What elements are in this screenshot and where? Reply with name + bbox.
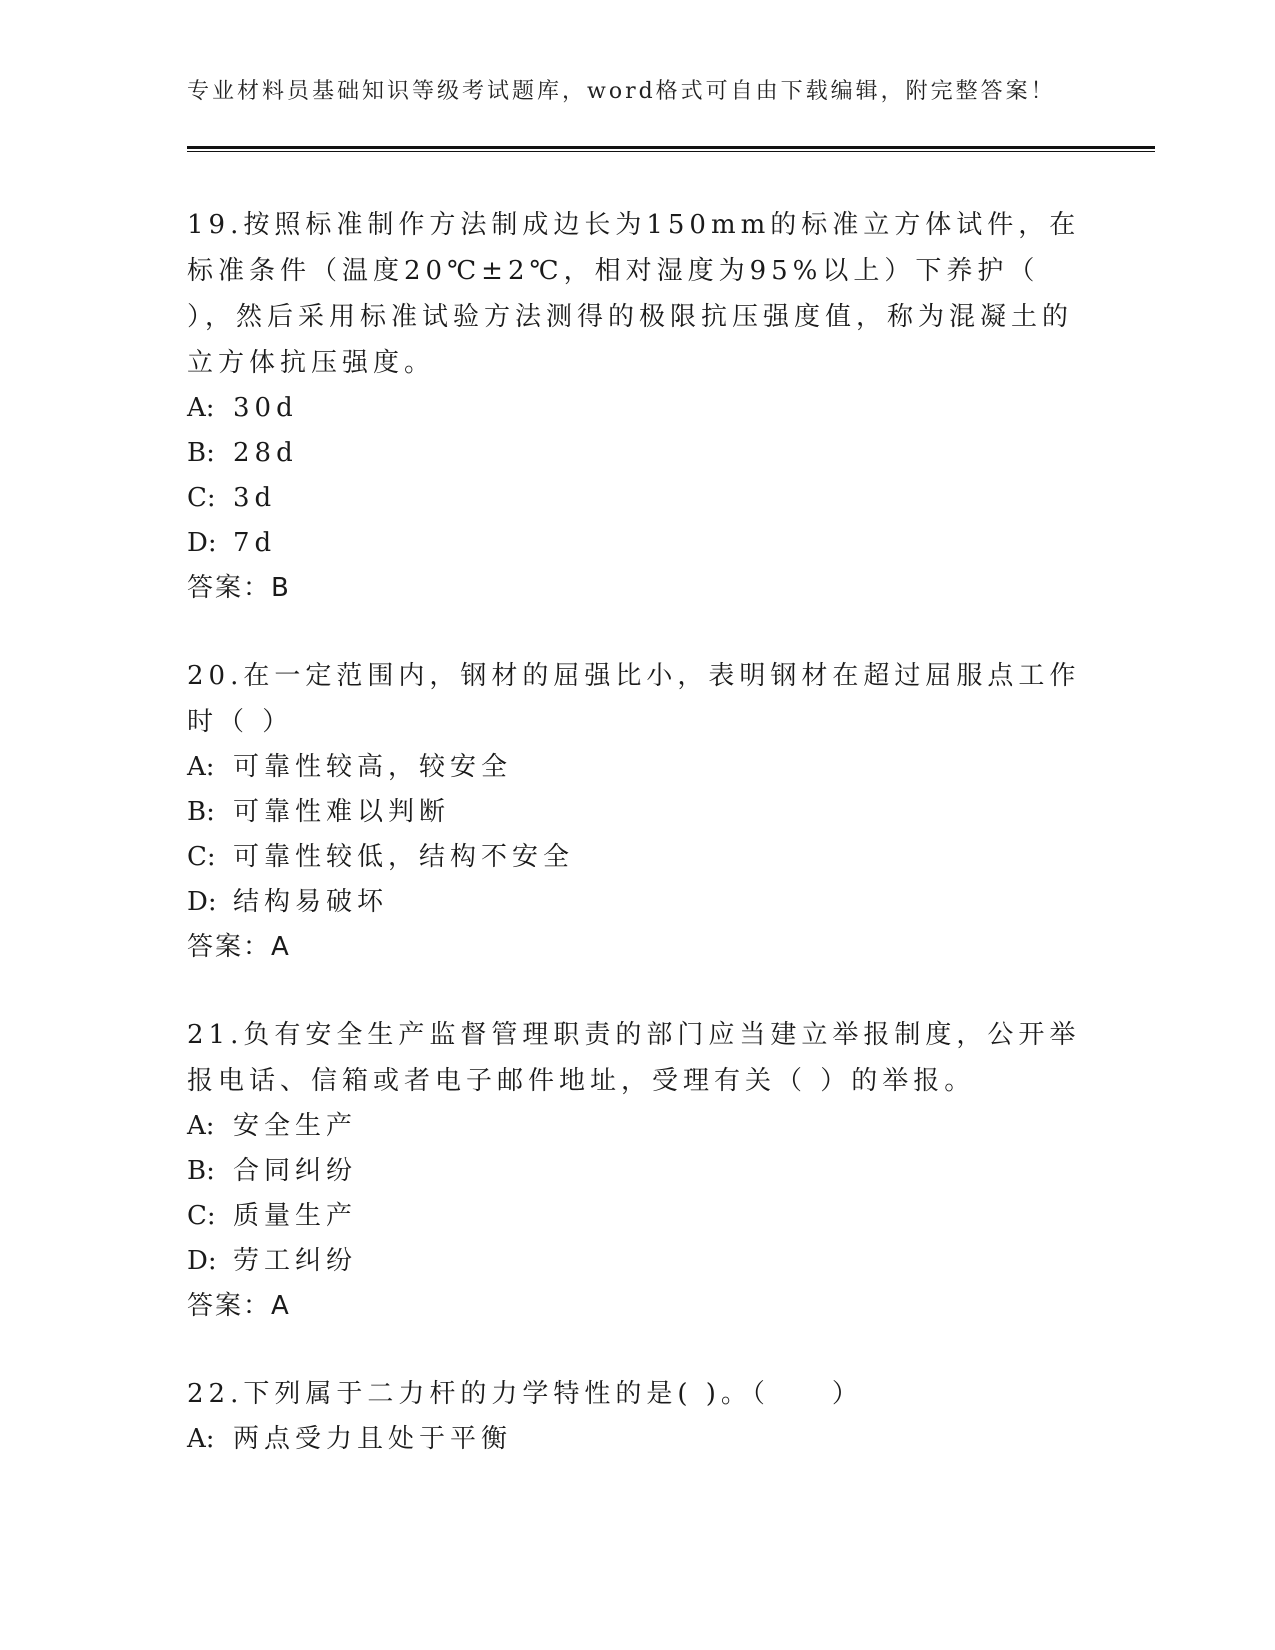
option-letter: A: (187, 752, 215, 782)
question-text: 22.下列属于二力杆的力学特性的是( )。（ ） (187, 1379, 863, 1409)
option-b (187, 790, 1087, 835)
answer-value: A (271, 1291, 291, 1321)
option-b (187, 431, 1087, 476)
option-d (187, 880, 1087, 925)
answer-line (187, 925, 1087, 970)
option-letter: B: (187, 797, 215, 827)
option-letter: D: (187, 528, 217, 558)
option-text: 可靠性难以判断 (233, 797, 451, 827)
option-a (187, 386, 1087, 431)
question-20 (187, 653, 1087, 970)
option-a (187, 1104, 1087, 1149)
option-letter: D: (187, 1246, 217, 1276)
option-c (187, 476, 1087, 521)
option-d (187, 1239, 1087, 1284)
option-text: 结构易破坏 (233, 887, 389, 917)
option-text: 7d (233, 528, 277, 558)
question-text: 20.在一定范围内，钢材的屈强比小，表明钢材在超过屈服点工作时（ ） (187, 661, 1081, 737)
option-letter: A: (187, 1111, 215, 1141)
question-22 (187, 1371, 1087, 1462)
option-letter: A: (187, 1424, 215, 1454)
question-list (187, 202, 1087, 1504)
option-letter: D: (187, 887, 217, 917)
question-text: 21.负有安全生产监督管理职责的部门应当建立举报制度，公开举报电话、信箱或者电子邮件地址，受理有关（ ）的举报。 (187, 1020, 1081, 1096)
option-text: 质量生产 (233, 1201, 358, 1231)
option-d (187, 521, 1087, 566)
option-text: 合同纠纷 (233, 1156, 358, 1186)
option-text: 可靠性较高，较安全 (233, 752, 513, 782)
answer-label: 答案： (187, 1291, 272, 1321)
option-text: 安全生产 (233, 1111, 358, 1141)
option-letter: C: (187, 842, 216, 872)
option-text: 3d (233, 483, 277, 513)
page-header: 专业材料员基础知识等级考试题库，word格式可自由下载编辑，附完整答案！ (187, 79, 1056, 104)
header-rule-thick (187, 146, 1155, 149)
option-c (187, 835, 1087, 880)
option-text: 28d (233, 438, 298, 468)
option-a (187, 1417, 1087, 1462)
header-rule-thin (187, 151, 1155, 152)
option-text: 劳工纠纷 (233, 1246, 358, 1276)
option-letter: B: (187, 1156, 215, 1186)
option-b (187, 1149, 1087, 1194)
option-letter: C: (187, 1201, 216, 1231)
option-text: 30d (233, 393, 298, 423)
answer-value: B (271, 573, 291, 603)
question-19 (187, 202, 1087, 611)
answer-label: 答案： (187, 573, 272, 603)
option-letter: C: (187, 483, 216, 513)
option-letter: A: (187, 393, 215, 423)
answer-label: 答案： (187, 932, 272, 962)
option-c (187, 1194, 1087, 1239)
answer-line (187, 566, 1087, 611)
option-letter: B: (187, 438, 215, 468)
option-text: 可靠性较低，结构不安全 (233, 842, 575, 872)
question-text: 19.按照标准制作方法制成边长为150mm的标准立方体试件，在标准条件（温度20℃±2℃，相对湿度为95%以上）下养护（ ），然后采用标准试验方法测得的极限抗压强度值，称为混凝土的立方体抗压强度。 (187, 210, 1081, 378)
option-a (187, 745, 1087, 790)
answer-value: A (271, 932, 291, 962)
answer-line (187, 1284, 1087, 1329)
option-text: 两点受力且处于平衡 (233, 1424, 513, 1454)
question-21 (187, 1012, 1087, 1329)
